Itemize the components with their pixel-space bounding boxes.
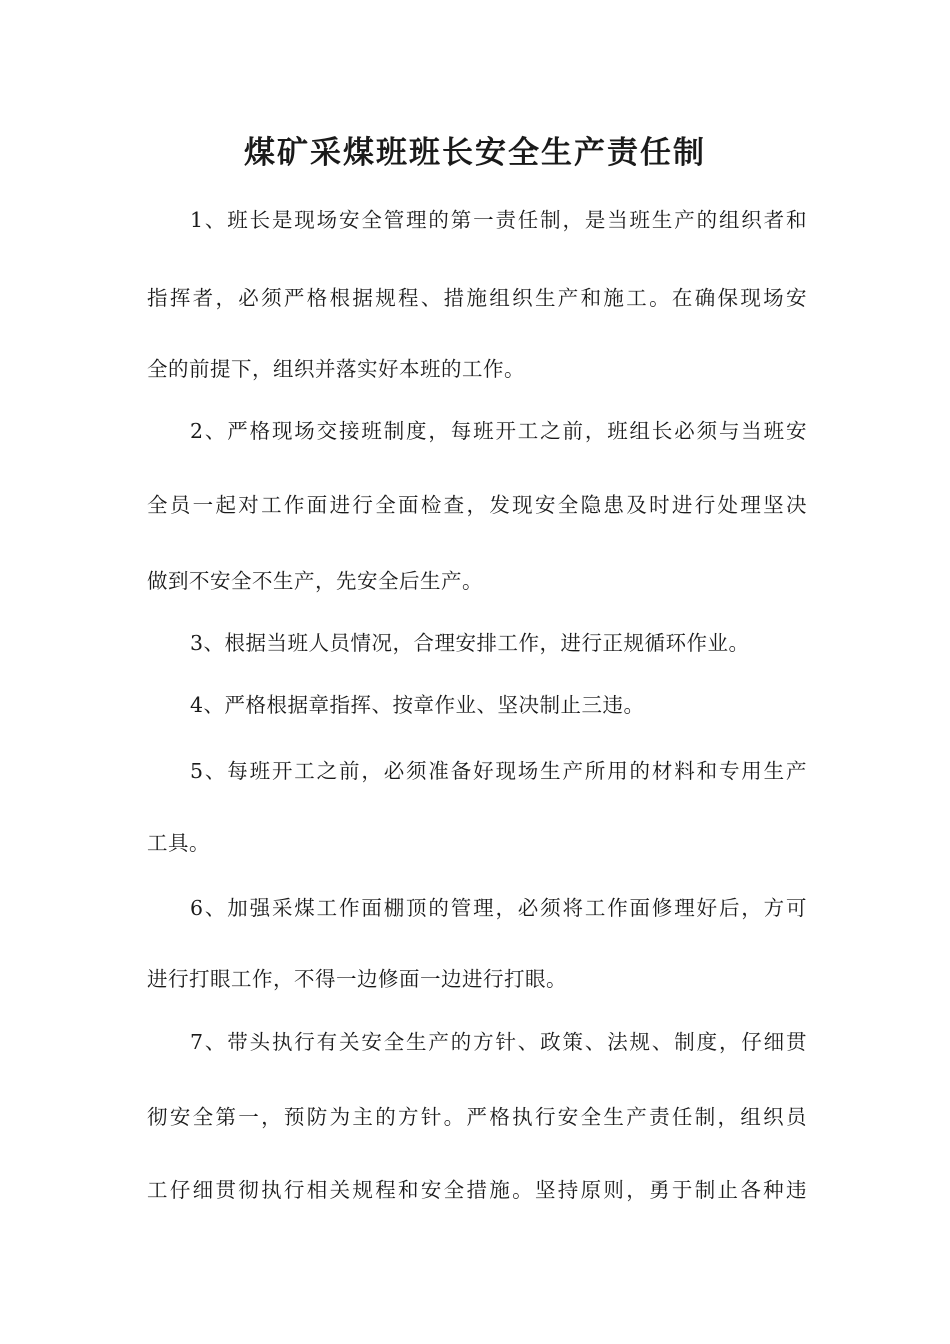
paragraph-6-line-1: 6、加强采煤工作面棚顶的管理，必须将工作面修理好后，方可 — [190, 896, 807, 920]
paragraph-1-line-2: 指挥者，必须严格根据规程、措施组织生产和施工。在确保现场安 — [147, 286, 807, 310]
paragraph-7-line-3: 工仔细贯彻执行相关规程和安全措施。坚持原则，勇于制止各种违 — [147, 1178, 807, 1202]
paragraph-1-line-1: 1、班长是现场安全管理的第一责任制，是当班生产的组织者和 — [190, 208, 807, 232]
document-title: 煤矿采煤班班长安全生产责任制 — [244, 135, 706, 171]
paragraph-2-line-3: 做到不安全不生产，先安全后生产。 — [147, 569, 483, 593]
paragraph-1-line-3: 全的前提下，组织并落实好本班的工作。 — [147, 357, 525, 381]
paragraph-4-line-1: 4、严格根据章指挥、按章作业、坚决制止三违。 — [190, 693, 645, 717]
paragraph-3-line-1: 3、根据当班人员情况，合理安排工作，进行正规循环作业。 — [190, 631, 750, 655]
paragraph-6-line-2: 进行打眼工作，不得一边修面一边进行打眼。 — [147, 967, 567, 991]
paragraph-5-line-1: 5、每班开工之前，必须准备好现场生产所用的材料和专用生产 — [190, 759, 807, 783]
paragraph-2-line-2: 全员一起对工作面进行全面检查，发现安全隐患及时进行处理坚决 — [147, 493, 807, 517]
paragraph-5-line-2: 工具。 — [147, 831, 210, 855]
paragraph-7-line-2: 彻安全第一，预防为主的方针。严格执行安全生产责任制，组织员 — [147, 1105, 807, 1129]
paragraph-7-line-1: 7、带头执行有关安全生产的方针、政策、法规、制度，仔细贯 — [190, 1030, 807, 1054]
paragraph-2-line-1: 2、严格现场交接班制度，每班开工之前，班组长必须与当班安 — [190, 419, 807, 443]
